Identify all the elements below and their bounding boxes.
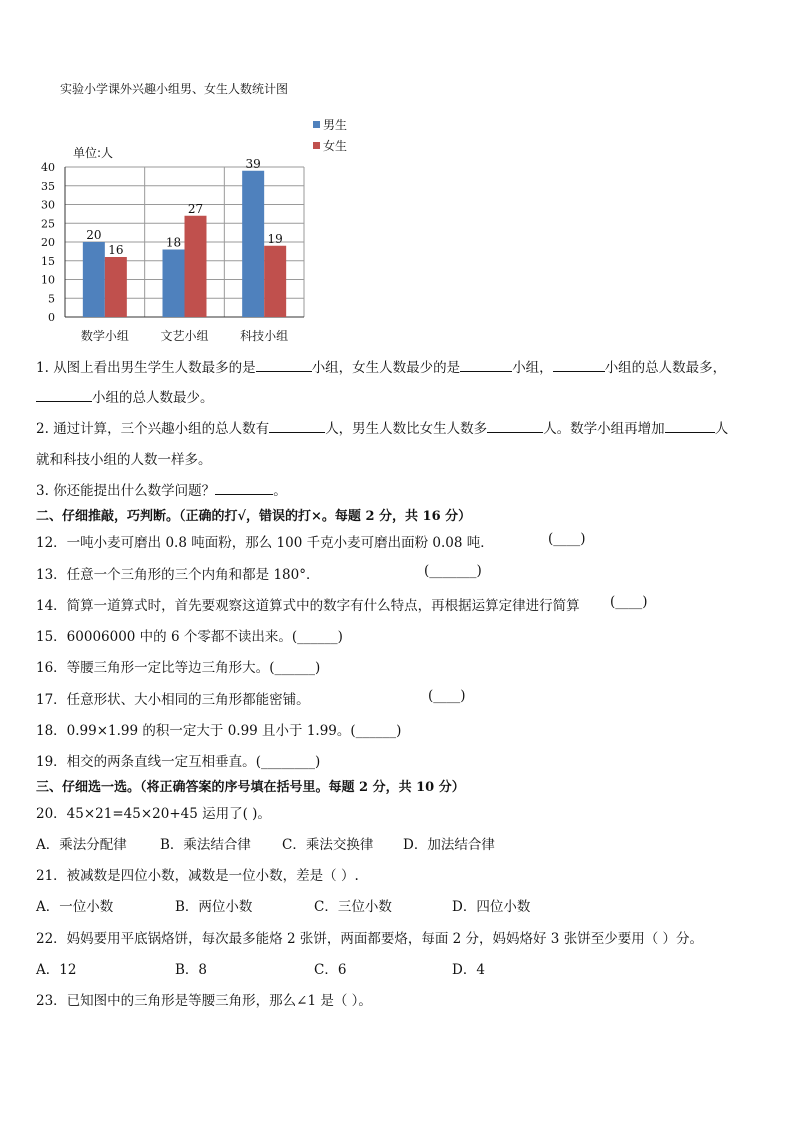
y-tick-label: 20: [41, 236, 55, 249]
judge-question-13: [36, 563, 320, 583]
answer-paren[interactable]: (_______): [424, 563, 482, 579]
option-a[interactable]: A．一位小数: [36, 899, 114, 915]
question-text: 19．相交的两条直线一定互相垂直。: [36, 754, 256, 770]
question-text: 人: [714, 421, 729, 437]
legend-swatch: [313, 142, 320, 149]
answer-paren[interactable]: (______): [291, 629, 343, 645]
question-text: 通过计算，三个兴趣小组的总人数有: [53, 421, 270, 437]
question-number: 2.: [36, 421, 49, 437]
question-text: 就和科技小组的人数一样多。: [36, 452, 212, 468]
answer-blank[interactable]: [215, 482, 273, 495]
y-tick-label: 30: [41, 198, 55, 212]
choice-question-23: 23．已知图中的三角形是等腰三角形，那么∠1 是（ ）。: [36, 993, 372, 1009]
y-tick-label: 40: [41, 161, 55, 174]
chart-title: 实验小学课外兴趣小组男、女生人数统计图: [60, 82, 289, 96]
choice-question-21: 21．被减数是四位小数，减数是一位小数，差是（ ）.: [36, 868, 359, 884]
data-label: 20: [86, 228, 102, 242]
question-text: 你还能提出什么数学问题？: [53, 483, 216, 499]
y-tick-label: 15: [41, 254, 55, 268]
legend-swatch: [313, 121, 320, 128]
data-label: 19: [267, 231, 283, 246]
question-text: 16．等腰三角形一定比等边三角形大。: [36, 660, 270, 676]
answer-blank[interactable]: [487, 420, 543, 433]
answer-blank[interactable]: [36, 389, 92, 402]
answer-paren[interactable]: (________): [255, 754, 321, 770]
question-text: 14．简算一道算式时，首先要观察这道算式中的数字有什么特点，再根据运算定律进行简算: [36, 598, 580, 614]
option-c[interactable]: C．乘法交换律: [282, 837, 374, 853]
y-tick-label: 5: [48, 292, 55, 306]
judge-question-19: [36, 750, 320, 770]
question-text: 从图上看出男生学生人数最多的是: [53, 360, 256, 376]
legend-label: 女生: [323, 139, 348, 153]
question-text: 小组的总人数最多，: [604, 360, 727, 376]
option-b[interactable]: B．两位小数: [175, 899, 253, 915]
bar-chart: [30, 112, 360, 344]
judge-question-17: [36, 688, 310, 708]
answer-paren[interactable]: (____): [428, 688, 466, 704]
answer-blank[interactable]: [269, 420, 325, 433]
option-b[interactable]: B．乘法结合律: [160, 837, 251, 853]
question-number: 3.: [36, 483, 49, 499]
bar-girls: [105, 257, 127, 317]
option-a[interactable]: A．乘法分配律: [36, 837, 127, 853]
answer-paren[interactable]: (____): [610, 594, 648, 610]
option-a[interactable]: A．12: [36, 962, 77, 978]
answer-paren[interactable]: (______): [269, 660, 321, 676]
judge-question-18: [36, 719, 401, 739]
y-tick-label: 10: [41, 273, 55, 287]
y-tick-label: 0: [48, 311, 55, 324]
category-label: 数学小组: [80, 329, 129, 343]
question-text: 12．一吨小麦可磨出 0.8 吨面粉，那么 100 千克小麦可磨出面粉 0.08 吨．: [36, 535, 494, 551]
question-text: 小组的总人数最少。: [92, 390, 214, 406]
judge-question-16: [36, 656, 320, 676]
question-2-line-2: [36, 448, 212, 468]
choice-question-22: 22．妈妈要用平底锅烙饼，每次最多能烙 2 张饼，两面都要烙，每面 2 分，妈妈烙好 3 张饼至少要用（ ）分。: [36, 931, 703, 947]
category-label: 科技小组: [240, 329, 289, 343]
question-text: 人。数学小组再增加: [543, 421, 665, 437]
bar-boys: [163, 250, 185, 318]
option-d[interactable]: D．4: [452, 962, 485, 978]
data-label: 39: [245, 156, 261, 171]
data-label: 27: [187, 201, 204, 216]
answer-blank[interactable]: [460, 359, 512, 372]
question-text: 人，男生人数比女生人数多: [325, 421, 488, 437]
question-text: 小组，: [512, 360, 553, 376]
answer-paren[interactable]: (______): [350, 723, 402, 739]
answer-paren[interactable]: (____): [548, 531, 586, 547]
answer-blank[interactable]: [553, 359, 605, 372]
section-heading-judge: 二、仔细推敲，巧判断。（正确的打√，错误的打×。每题 2 分，共 16 分）: [36, 509, 472, 524]
unit-label: 单位:人: [73, 146, 114, 160]
y-tick-label: 25: [41, 217, 55, 231]
question-1-line-2: [36, 386, 214, 406]
option-d[interactable]: D．四位小数: [452, 899, 531, 915]
question-1: [36, 356, 726, 376]
option-d[interactable]: D．加法结合律: [403, 837, 495, 853]
question-text: 小组，女生人数最少的是: [311, 360, 461, 376]
question-text: 18．0.99×1.99 的积一定大于 0.99 且小于 1.99。: [36, 723, 351, 739]
judge-question-14: [36, 594, 580, 614]
bar-girls: [185, 216, 207, 317]
judge-question-15: [36, 625, 343, 645]
data-label: 18: [165, 235, 182, 250]
data-label: 16: [108, 243, 124, 257]
option-b[interactable]: B．8: [175, 962, 208, 978]
question-text: 13．任意一个三角形的三个内角和都是 180°．: [36, 567, 320, 583]
answer-blank[interactable]: [256, 359, 312, 372]
question-text: 15．60006000 中的 6 个零都不读出来。: [36, 629, 292, 645]
option-c[interactable]: C．6: [314, 962, 347, 978]
option-c[interactable]: C．三位小数: [314, 899, 392, 915]
y-tick-label: 35: [41, 179, 55, 193]
category-label: 文艺小组: [160, 329, 209, 343]
bar-girls: [264, 246, 286, 317]
choice-question-20: 20．45×21=45×20+45 运用了( )。: [36, 806, 271, 822]
legend-label: 男生: [323, 118, 348, 132]
bar-boys: [242, 171, 264, 317]
judge-question-12: [36, 531, 494, 551]
question-3: [36, 479, 287, 499]
question-text: 17．任意形状、大小相同的三角形都能密铺。: [36, 692, 310, 708]
answer-blank[interactable]: [665, 420, 715, 433]
question-number: 1.: [36, 360, 49, 376]
bar-boys: [83, 242, 105, 317]
question-text: 。: [273, 483, 287, 499]
section-heading-choice: 三、仔细选一选。（将正确答案的序号填在括号里。每题 2 分，共 10 分）: [36, 780, 465, 795]
question-2: [36, 417, 728, 437]
